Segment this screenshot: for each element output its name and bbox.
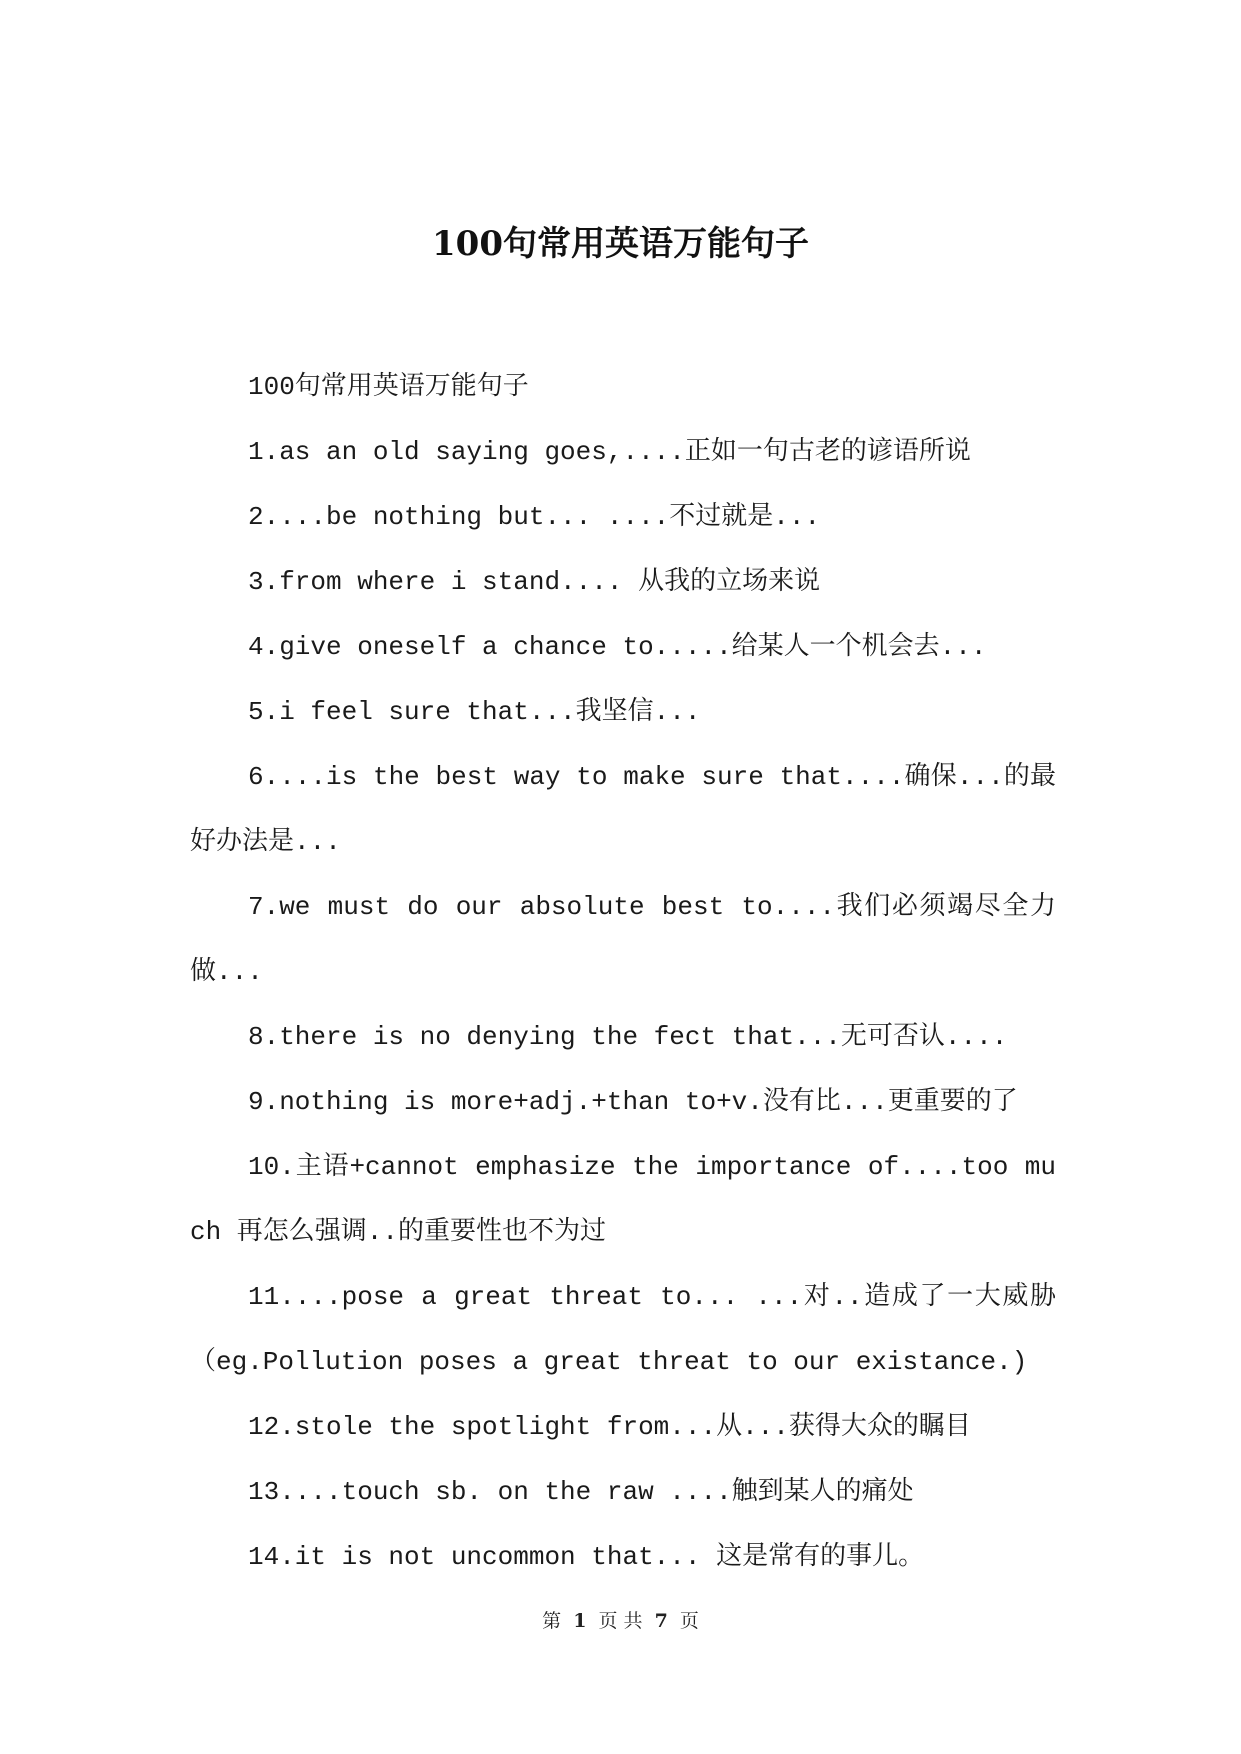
- sentence-item: 14.it is not uncommon that... 这是常有的事儿。: [248, 1542, 925, 1572]
- sentence-item: 13....touch sb. on the raw ....触到某人的痛处: [248, 1477, 914, 1507]
- sentence-item: 11....pose a great threat to... ...对..造成了一大威胁（eg.Pollution poses a great threat to our existance.): [190, 1282, 1056, 1377]
- sentence-item: 4.give oneself a chance to.....给某人一个机会去...: [248, 632, 987, 662]
- document-body: [190, 355, 1056, 1590]
- paragraph-heading: 100句常用英语万能句子: [248, 372, 529, 402]
- document-title: 100句常用英语万能句子: [432, 224, 809, 264]
- footer-middle: 页 共: [598, 1610, 643, 1632]
- sentence-item: 1.as an old saying goes,....正如一句古老的谚语所说: [248, 437, 971, 467]
- sentence-item: 5.i feel sure that...我坚信...: [248, 697, 701, 727]
- sentence-item: 9.nothing is more+adj.+than to+v.没有比...更重要的了: [248, 1087, 1018, 1117]
- sentence-item: 3.from where i stand.... 从我的立场来说: [248, 567, 821, 597]
- current-page-number: 1: [573, 1610, 587, 1632]
- sentence-item: 12.stole the spotlight from...从...获得大众的瞩目: [248, 1412, 971, 1442]
- sentence-item: 6....is the best way to make sure that....确保...的最好办法是...: [190, 762, 1056, 857]
- page-footer: [0, 1608, 1241, 1634]
- total-page-count: 7: [654, 1610, 668, 1632]
- footer-suffix: 页: [679, 1610, 699, 1632]
- sentence-item: 10.主语+cannot emphasize the importance of....too much 再怎么强调..的重要性也不为过: [190, 1152, 1056, 1247]
- footer-prefix: 第: [542, 1610, 562, 1632]
- sentence-item: 2....be nothing but... ....不过就是...: [248, 502, 821, 532]
- sentence-item: 7.we must do our absolute best to....我们必须竭尽全力做...: [190, 892, 1056, 987]
- sentence-item: 8.there is no denying the fect that...无可否认....: [248, 1022, 1008, 1052]
